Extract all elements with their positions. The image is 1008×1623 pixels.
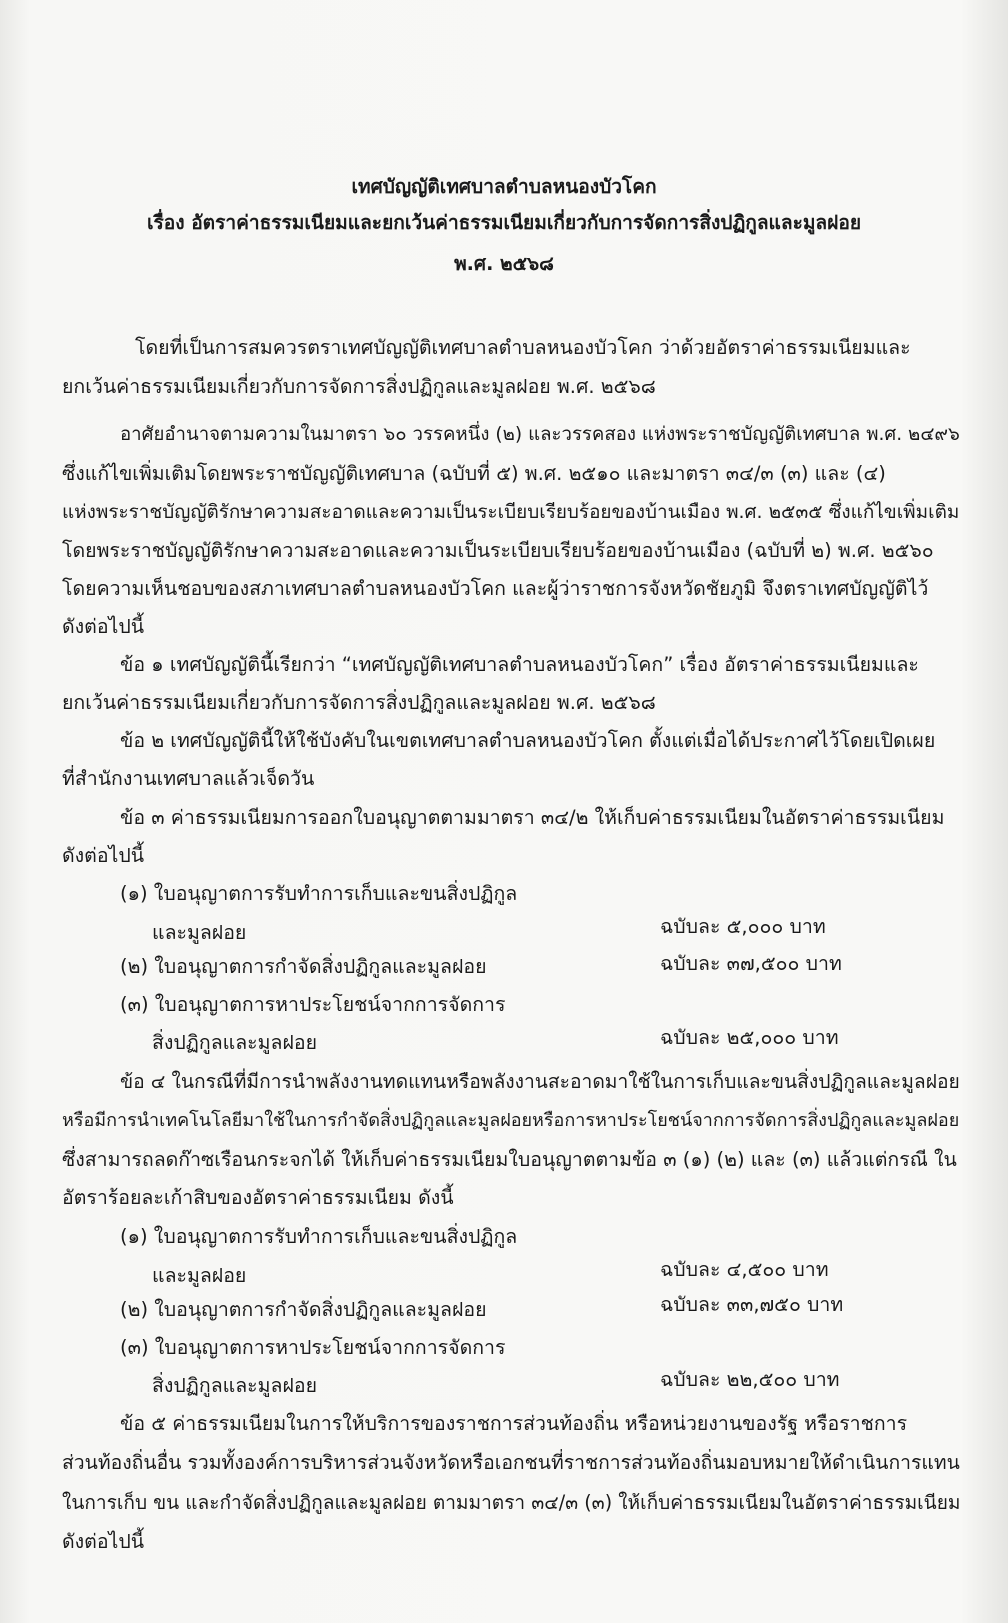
- document-subject: เรื่อง อัตราค่าธรรมเนียมและยกเว้นค่าธรรมเนียมเกี่ยวกับการจัดการสิ่งปฏิกูลและมูลฝอย: [146, 211, 862, 234]
- clause3-line: ข้อ ๓ ค่าธรรมเนียมการออกใบอนุญาตตามมาตรา ๓๔/๒ ให้เก็บค่าธรรมเนียมในอัตราค่าธรรมเนียม: [120, 806, 945, 829]
- authority-line: ซึ่งแก้ไขเพิ่มเติมโดยพระราชบัญญัติเทศบาล (ฉบับที่ ๕) พ.ศ. ๒๕๑๐ และมาตรา ๓๔/๓ (๓) และ (๔): [62, 462, 886, 485]
- clause4-item1: (๑) ใบอนุญาตการรับทำการเก็บและขนสิ่งปฏิกูล: [120, 1225, 518, 1248]
- clause4-item3-fee: ฉบับละ ๒๒,๕๐๐ บาท: [660, 1368, 840, 1391]
- clause5-line: ส่วนท้องถิ่นอื่น รวมทั้งองค์การบริหารส่วนจังหวัดหรือเอกชนที่ราชการส่วนท้องถิ่นมอบหมายให้ดำเนินการแทน: [62, 1451, 960, 1474]
- clause2-line: ที่สำนักงานเทศบาลแล้วเจ็ดวัน: [62, 767, 315, 790]
- authority-line: โดยความเห็นชอบของสภาเทศบาลตำบลหนองบัวโคก และผู้ว่าราชการจังหวัดชัยภูมิ จึงตราเทศบัญญัติไว้: [62, 577, 929, 600]
- authority-line: แห่งพระราชบัญญัติรักษาความสะอาดและความเป็นระเบียบเรียบร้อยของบ้านเมือง พ.ศ. ๒๕๓๕ ซึ่งแก้ไขเพิ่มเติม: [62, 501, 960, 523]
- clause3-item1-cont: และมูลฝอย: [152, 921, 247, 944]
- clause3-item2-fee: ฉบับละ ๓๗,๕๐๐ บาท: [660, 952, 842, 975]
- clause4-item1-cont: และมูลฝอย: [152, 1264, 247, 1287]
- clause4-item3-cont: สิ่งปฏิกูลและมูลฝอย: [152, 1374, 318, 1397]
- authority-line: ดังต่อไปนี้: [62, 615, 145, 638]
- clause5-line: ในการเก็บ ขน และกำจัดสิ่งปฏิกูลและมูลฝอย ตามมาตรา ๓๔/๓ (๓) ให้เก็บค่าธรรมเนียมในอัตราค่าธรรมเนียม: [62, 1492, 961, 1514]
- clause1-line: ข้อ ๑ เทศบัญญัตินี้เรียกว่า “เทศบัญญัติเทศบาลตำบลหนองบัวโคก” เรื่อง อัตราค่าธรรมเนียมและ: [120, 653, 919, 676]
- preamble-line: ยกเว้นค่าธรรมเนียมเกี่ยวกับการจัดการสิ่งปฏิกูลและมูลฝอย พ.ศ. ๒๕๖๘: [62, 375, 656, 398]
- clause4-item2-fee: ฉบับละ ๓๓,๗๕๐ บาท: [660, 1293, 844, 1316]
- clause3-item2: (๒) ใบอนุญาตการกำจัดสิ่งปฏิกูลและมูลฝอย: [120, 955, 487, 978]
- clause2-line: ข้อ ๒ เทศบัญญัตินี้ให้ใช้บังคับในเขตเทศบาลตำบลหนองบัวโคก ตั้งแต่เมื่อได้ประกาศไว้โดยเปิดเผย: [120, 729, 936, 752]
- clause4-line: หรือมีการนำเทคโนโลยีมาใช้ในการกำจัดสิ่งปฏิกูลและมูลฝอยหรือการหาประโยชน์จากการจัดการสิ่งปฏิกูลและมูลฝอย: [62, 1110, 960, 1131]
- clause4-line: อัตราร้อยละเก้าสิบของอัตราค่าธรรมเนียม ดังนี้: [62, 1186, 454, 1209]
- authority-line: โดยพระราชบัญญัติรักษาความสะอาดและความเป็นระเบียบเรียบร้อยของบ้านเมือง (ฉบับที่ ๒) พ.ศ. ๒๕๖๐: [62, 539, 934, 562]
- clause4-item2: (๒) ใบอนุญาตการกำจัดสิ่งปฏิกูลและมูลฝอย: [120, 1298, 487, 1321]
- clause3-item1: (๑) ใบอนุญาตการรับทำการเก็บและขนสิ่งปฏิกูล: [120, 882, 518, 905]
- clause4-item3: (๓) ใบอนุญาตการหาประโยชน์จากการจัดการ: [120, 1336, 506, 1359]
- clause4-line: ซึ่งสามารถลดก๊าซเรือนกระจกได้ ให้เก็บค่าธรรมเนียมใบอนุญาตตามข้อ ๓ (๑) (๒) และ (๓) แล้วแต่กรณี ใน: [62, 1148, 957, 1171]
- clause5-line: ดังต่อไปนี้: [62, 1530, 145, 1553]
- authority-line: อาศัยอำนาจตามความในมาตรา ๖๐ วรรคหนึ่ง (๒) และวรรคสอง แห่งพระราชบัญญัติเทศบาล พ.ศ. ๒๔๙๖: [120, 424, 960, 445]
- clause3-item1-fee: ฉบับละ ๕,๐๐๐ บาท: [660, 915, 826, 938]
- clause3-item3-cont: สิ่งปฏิกูลและมูลฝอย: [152, 1031, 318, 1054]
- clause3-item3: (๓) ใบอนุญาตการหาประโยชน์จากการจัดการ: [120, 993, 506, 1016]
- clause5-line: ข้อ ๕ ค่าธรรมเนียมในการให้บริการของราชการส่วนท้องถิ่น หรือหน่วยงานของรัฐ หรือราชการ: [120, 1412, 908, 1435]
- clause1-line: ยกเว้นค่าธรรมเนียมเกี่ยวกับการจัดการสิ่งปฏิกูลและมูลฝอย พ.ศ. ๒๕๖๘: [62, 691, 656, 714]
- clause3-item3-fee: ฉบับละ ๒๕,๐๐๐ บาท: [660, 1026, 839, 1049]
- clause3-line: ดังต่อไปนี้: [62, 844, 145, 867]
- clause4-item1-fee: ฉบับละ ๔,๕๐๐ บาท: [660, 1258, 829, 1281]
- preamble-line: โดยที่เป็นการสมควรตราเทศบัญญัติเทศบาลตำบลหนองบัวโคก ว่าด้วยอัตราค่าธรรมเนียมและ: [135, 336, 911, 359]
- document-title: เทศบัญญัติเทศบาลตำบลหนองบัวโคก: [351, 175, 657, 198]
- document-year: พ.ศ. ๒๕๖๘: [454, 252, 554, 275]
- clause4-line: ข้อ ๔ ในกรณีที่มีการนำพลังงานทดแทนหรือพลังงานสะอาดมาใช้ในการเก็บและขนสิ่งปฏิกูลและมูลฝอย: [120, 1070, 960, 1093]
